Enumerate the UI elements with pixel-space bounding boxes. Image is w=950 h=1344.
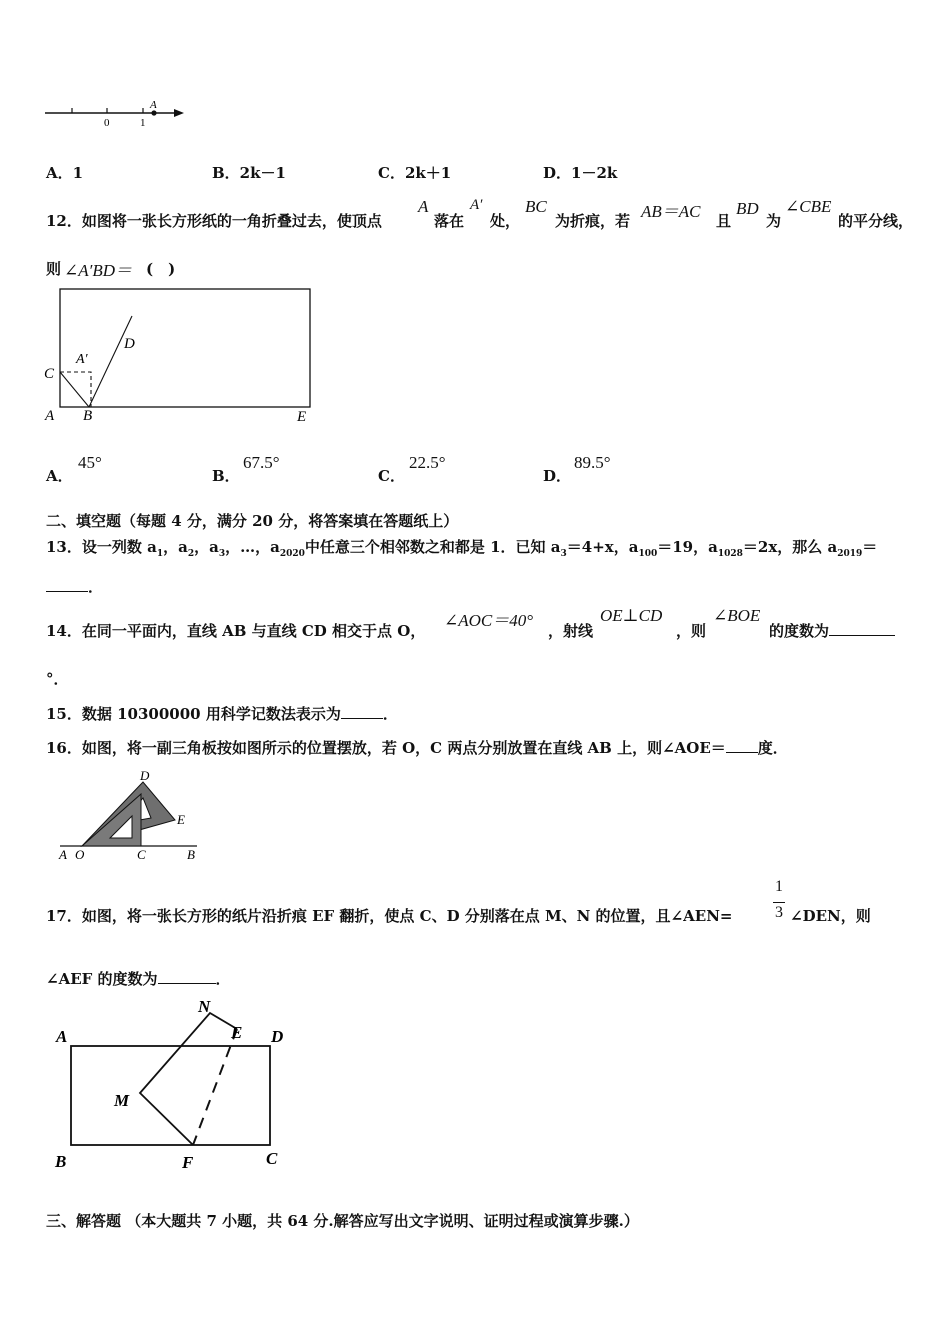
q11-option-b: B．2k－1 [212, 164, 286, 182]
section-2-heading: 二、填空题（每题 4 分，满分 20 分，将答案填在答题纸上） [46, 512, 459, 530]
q12-option-a-value: 45° [78, 453, 102, 472]
fig17-label-c: C [266, 1149, 278, 1168]
fig12-label-e: E [297, 409, 307, 425]
q17-rectangle-fold-figure [48, 992, 298, 1177]
fig17-label-b: B [55, 1152, 67, 1171]
q15-blank[interactable] [341, 704, 383, 719]
q12-text-3: 处， [490, 212, 521, 230]
q12-math-a-prime: A′ [470, 197, 483, 213]
number-line-figure [40, 96, 190, 130]
fig16-label-e: E [177, 812, 185, 827]
q12-text-4: 为折痕，若 [555, 212, 631, 230]
q14-text-4: 的度数为 [769, 620, 895, 641]
q12-option-a-letter: A． [46, 467, 73, 485]
tick-1: 1 [140, 117, 146, 129]
q13-answer-line: ． [46, 576, 103, 597]
q17-text-2: ∠DEN，则 [790, 907, 871, 925]
q12-paren: ( ) [146, 260, 176, 278]
fig12-label-a-prime: A′ [76, 352, 88, 367]
q12-option-b-letter: B． [212, 467, 240, 485]
q12-option-c-value: 22.5° [409, 453, 446, 472]
q12-math-angle: ∠A′BD＝ [64, 261, 133, 280]
fig12-label-b: B [83, 408, 93, 424]
fig16-label-b: B [187, 847, 195, 862]
fig17-label-e: E [231, 1023, 243, 1042]
q14-end: °． [46, 670, 69, 688]
q12-text-5: 且 [716, 212, 732, 230]
q13-blank[interactable] [46, 577, 88, 592]
fig16-label-d: D [140, 768, 150, 783]
fig16-label-a: A [59, 847, 67, 862]
q11-option-a: A．1 [46, 164, 84, 182]
q17-blank[interactable] [158, 969, 216, 984]
q17-text-1: 17．如图，将一张长方形的纸片沿折痕 EF 翻折，使点 C、D 分别落在点 M、N 的位置，且∠AEN= [46, 907, 733, 925]
q14-math-boe: ∠BOE [713, 606, 761, 625]
fig12-label-a: A [45, 408, 55, 424]
q16-text: 16．如图，将一副三角板按如图所示的位置摆放，若 O，C 两点分别放置在直线 AB 上，则∠AOE＝ 度． [46, 739, 788, 757]
q16-blank[interactable] [726, 738, 758, 753]
fig17-label-n: N [198, 997, 211, 1016]
fig17-label-f: F [182, 1153, 194, 1172]
tick-0: 0 [104, 117, 110, 129]
fig16-label-c: C [137, 847, 146, 862]
q12-option-b-value: 67.5° [243, 453, 280, 472]
q15-text: 15．数据 10300000 用科学记数法表示为 ． [46, 705, 398, 723]
fig16-label-o: O [75, 847, 85, 862]
fig12-label-d: D [124, 336, 135, 352]
q12-math-a: A [418, 197, 429, 216]
q17-fraction-numerator: 1 [775, 878, 783, 895]
q12-text-7: 的平分线， [838, 212, 914, 230]
fig17-label-m: M [114, 1091, 130, 1110]
point-a-label: A [150, 99, 157, 111]
fig17-label-d: D [271, 1027, 284, 1046]
q17-fraction-denominator: 3 [775, 904, 783, 921]
q12-text-6: 为 [766, 212, 782, 230]
q12-fold-figure [40, 284, 320, 429]
q17-text-3: ∠AEF 的度数为 ． [46, 970, 231, 988]
q12-text-1: 12．如图将一张长方形纸的一角折叠过去，使顶点 [46, 212, 382, 230]
q14-math-aoc: ∠AOC＝40° [444, 611, 534, 630]
q14-math-oe-perp: OE⊥CD [600, 606, 663, 625]
q12-text-2: 落在 [434, 212, 465, 230]
q12-math-bc: BC [525, 197, 547, 216]
q17-fraction-bar [773, 902, 785, 903]
fig12-label-c: C [44, 366, 55, 382]
section-3-heading: 三、解答题 （本大题共 7 小题，共 64 分.解答应写出文字说明、证明过程或演算步骤.） [46, 1212, 639, 1230]
fig17-label-a: A [56, 1027, 68, 1046]
q14-blank[interactable] [829, 621, 895, 636]
q12-math-eq: AB＝AC [641, 202, 701, 221]
q12-option-d-letter: D． [543, 467, 572, 485]
q14-text-2: ，射线 [548, 622, 594, 640]
q11-option-d: D．1－2k [543, 164, 618, 182]
q12-option-d-value: 89.5° [574, 453, 611, 472]
q11-option-c: C．2k＋1 [378, 164, 452, 182]
q14-text-3: ，则 [676, 622, 707, 640]
q14-text-1: 14．在同一平面内，直线 AB 与直线 CD 相交于点 O， [46, 622, 426, 640]
q12-option-c-letter: C． [378, 467, 405, 485]
q12-text-8: 则 [46, 260, 62, 278]
q12-math-cbe: ∠CBE [785, 197, 832, 216]
q16-triangle-figure [55, 768, 205, 864]
q13-text: 13．设一列数 $a_1$，$a_2$，$a_3$，…，$a_{2020}$中任意三个相邻数之和都是 1．已知 $a_3=4+x$，$a_{100}=19$，$a_{1028}=2x$，那么 $a_{2019}=$ [46, 538, 878, 559]
q12-math-bd: BD [736, 199, 759, 218]
